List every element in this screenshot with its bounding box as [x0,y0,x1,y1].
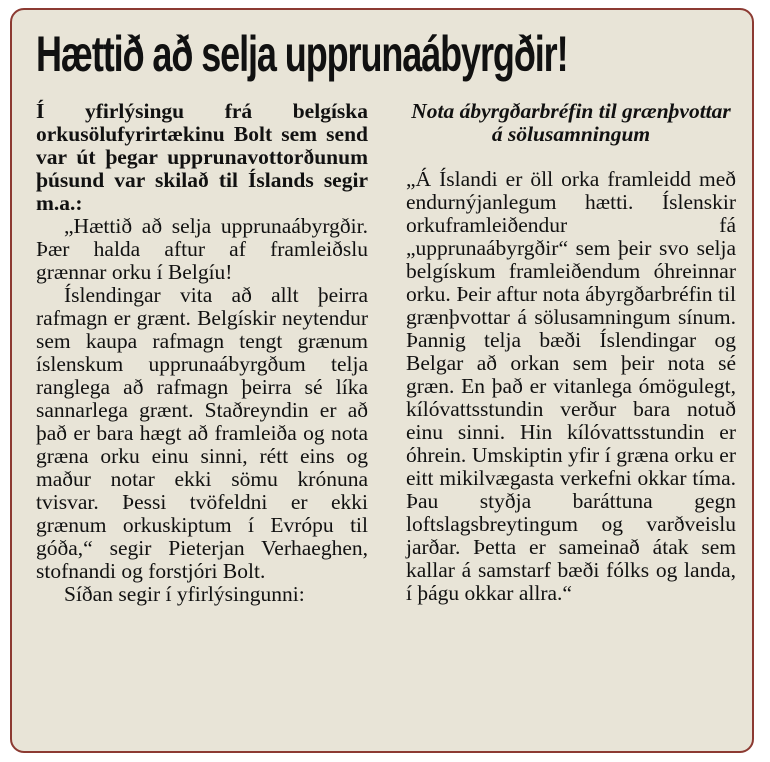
quote-paragraph-2: Íslendingar vita að allt þeirra rafmagn er grænt. Belgískir neytendur sem kaupa rafmagn tengt grænum íslenskum upprunaábyrgðum telja ranglega að rafmagn þeirra sé líka sannarlega grænt. Staðreyndin er að það er bara hægt að framleiða og nota græna orku einu sinni, rétt eins og maður notar ekki sömu krónuna tvisvar. Þessi tvöfeldni er ekki grænum orkuskiptum í Evrópu til góða,“ segir Pieterjan Verhaeghen, stofnandi og forstjóri Bolt. [36,283,368,583]
quote-paragraph-3: Síðan segir í yfirlýsingunni: [64,582,305,606]
left-column [36,100,368,606]
subheading: Nota ábyrgðarbréfin til grænþvottar á sölusamningum [411,99,731,146]
article-card [10,8,754,753]
intro-paragraph: Í yfirlýsingu frá belgíska orkusölufyrirtækinu Bolt sem send var út þegar upprunavottorðunum þúsund var skilað til Íslands segir m.a.: [36,99,368,215]
right-column [406,100,736,605]
headline: Hættið að selja upprunaábyrgðir! [36,26,568,82]
quote-paragraph-1: „Hættið að selja upprunaábyrgðir. Þær halda aftur af framleiðslu grænnar orku í Belgíu! [36,214,368,284]
statement-paragraph: „Á Íslandi er öll orka framleidd með endurnýjanlegum hætti. Íslenskir orkuframleiðendur fá „upprunaábyrgðir“ sem þeir svo selja belgískum framleiðendum óhreinnar orku. Þeir aftur nota ábyrgðarbréfin til grænþvottar á sölusamningum sínum. Þannig telja bæði Íslendingar og Belgar að orkan sem þeir nota sé græn. En það er vitanlega ómögulegt, kílóvattsstundin verður bara notuð einu sinni. Hin kílóvattsstundin er óhrein. Umskiptin yfir í græna orku er eitt mikilvægasta verkefni okkar tíma. Þau styðja baráttuna gegn loftslagsbreytingum og varðveislu jarðar. Þetta er sameinað átak sem kallar á samstarf bæði fólks og landa, í þágu okkar allra.“ [406,167,736,605]
